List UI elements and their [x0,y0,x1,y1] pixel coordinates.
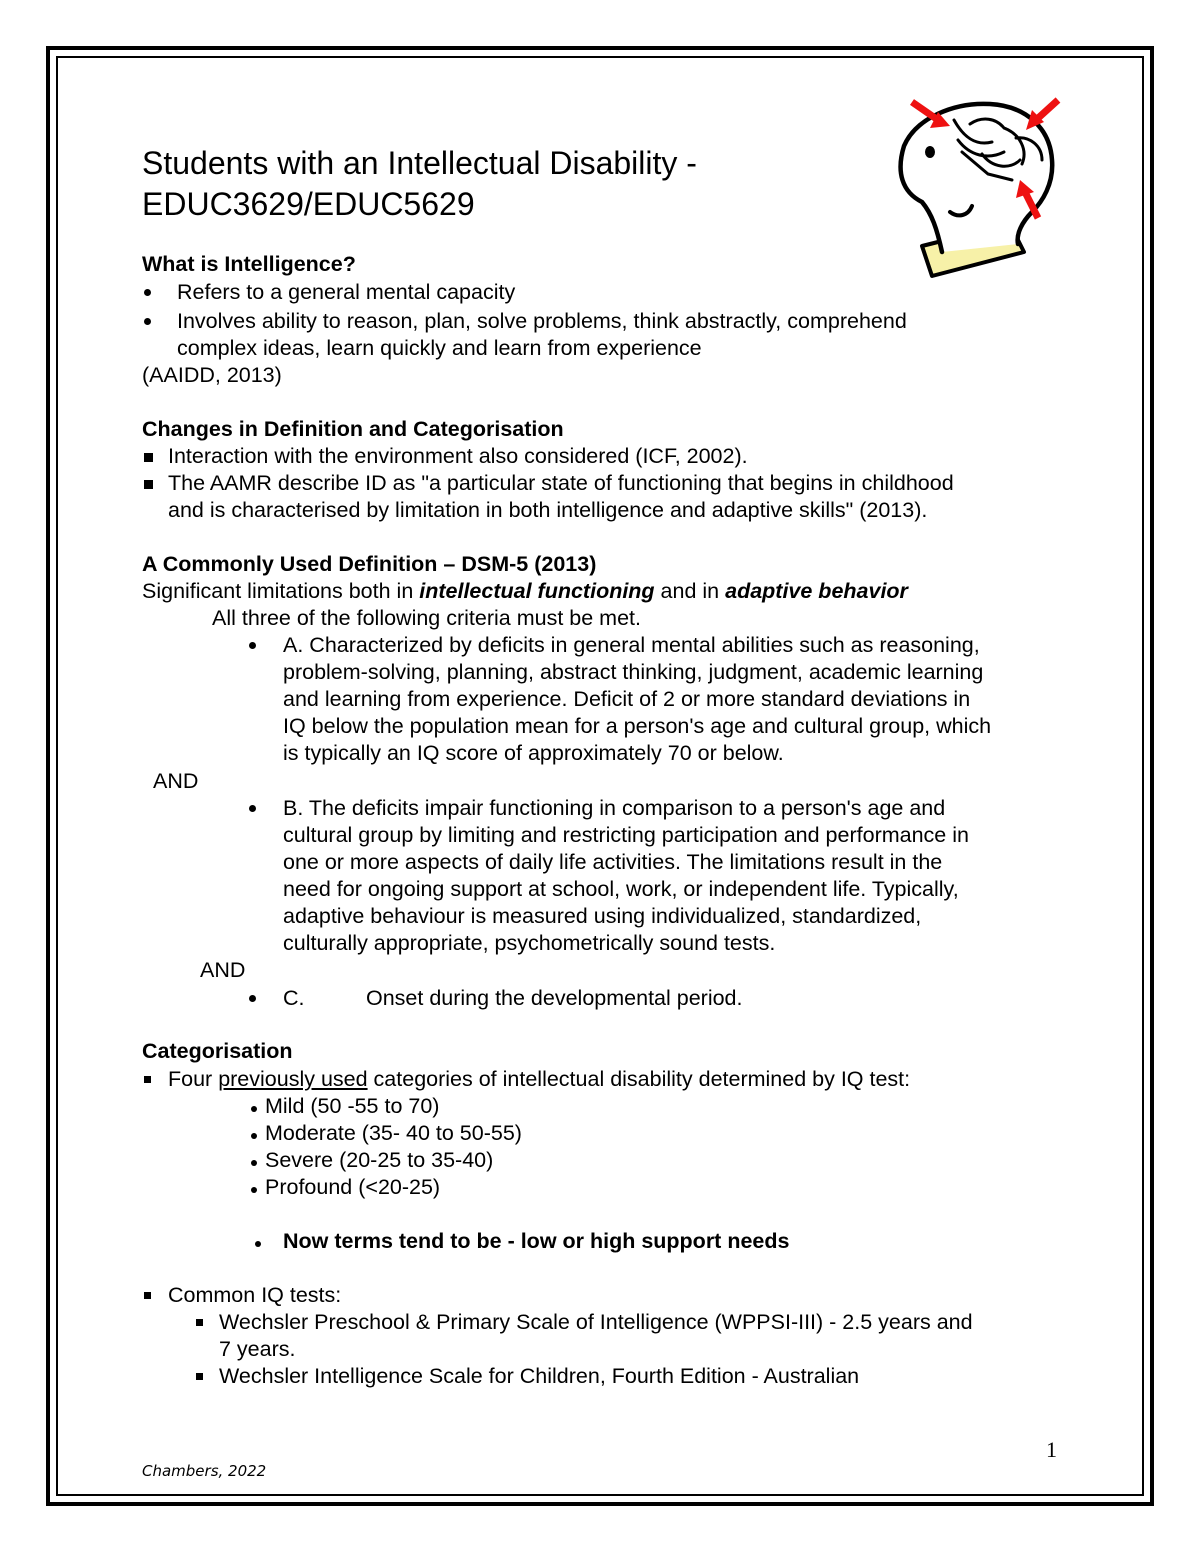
intelligence-bullet: Involves ability to reason, plan, solve problems, think abstractly, comprehend [177,309,907,333]
bullet-dot-icon [255,1241,261,1247]
changes-item: The AAMR describe ID as "a particular state of functioning that begins in childhood [168,471,954,495]
iq-category: Profound (<20-25) [265,1175,441,1199]
emphasis-adaptive-behavior: adaptive behavior [725,579,908,603]
criterion-b-line: B. The deficits impair functioning in comparison to a person's age and [283,796,946,820]
bullet-dot-icon [251,1106,257,1112]
bullet-dot-icon [249,642,256,649]
criterion-a-line: IQ below the population mean for a person's age and cultural group, which [283,714,992,738]
footer-author: Chambers, 2022 [142,1462,267,1480]
red-arrow-icon [1026,100,1058,130]
and-connector: AND [200,958,246,982]
bullet-dot-icon [251,1160,257,1166]
square-bullet-icon [144,453,153,462]
iq-category: Mild (50 -55 to 70) [265,1094,440,1118]
iq-category: Moderate (35- 40 to 50-55) [265,1121,522,1145]
criterion-a-line: and learning from experience. Deficit of 2 or more standard deviations in [283,687,971,711]
intelligence-bullet-continued: complex ideas, learn quickly and learn from experience [177,336,702,360]
criteria-intro: All three of the following criteria must be met. [212,606,641,630]
iq-test-item: Wechsler Intelligence Scale for Children, Fourth Edition - Australian [219,1364,860,1388]
document-title-line2: EDUC3629/EDUC5629 [142,186,475,222]
intelligence-citation: (AAIDD, 2013) [142,363,282,387]
bullet-dot-icon [144,289,151,296]
square-bullet-icon [144,480,153,489]
criterion-b-line: adaptive behaviour is measured using individualized, standardized, [283,904,922,928]
changes-heading: Changes in Definition and Categorisation [142,417,564,441]
underlined-previously-used: previously used [218,1067,368,1091]
square-bullet-icon [144,1076,151,1083]
support-needs-note: Now terms tend to be - low or high support needs [283,1229,790,1253]
changes-item-continued: and is characterised by limitation in both intelligence and adaptive skills" (2013). [168,498,928,522]
criterion-c-label: C. [283,986,305,1010]
criterion-a-line: problem-solving, planning, abstract thinking, judgment, academic learning [283,660,984,684]
iq-category: Severe (20-25 to 35-40) [265,1148,494,1172]
criterion-c-text: Onset during the developmental period. [366,986,743,1010]
bullet-dot-icon [249,805,256,812]
dsm-intro: Significant limitations both in intellectual functioning and in adaptive behavior [142,579,908,603]
categorisation-heading: Categorisation [142,1039,293,1063]
criterion-a-line: is typically an IQ score of approximately 70 or below. [283,741,784,765]
criterion-a-line: A. Characterized by deficits in general mental abilities such as reasoning, [283,633,980,657]
criterion-b-line: cultural group by limiting and restricting participation and performance in [283,823,969,847]
criterion-b-line: one or more aspects of daily life activities. The limitations result in the [283,850,943,874]
criterion-b-line: culturally appropriate, psychometrically sound tests. [283,931,776,955]
intelligence-heading: What is Intelligence? [142,252,356,276]
bullet-dot-icon [251,1187,257,1193]
square-bullet-icon [196,1319,203,1326]
document-title-line1: Students with an Intellectual Disability - [142,145,697,181]
iq-test-item: Wechsler Preschool & Primary Scale of Intelligence (WPPSI-III) - 2.5 years and [219,1310,973,1334]
iq-tests-label: Common IQ tests: [168,1283,342,1307]
emphasis-intellectual-functioning: intellectual functioning [419,579,655,603]
and-connector: AND [153,769,199,793]
page-number: 1 [1046,1437,1057,1462]
square-bullet-icon [144,1292,151,1299]
square-bullet-icon [196,1373,203,1380]
bullet-dot-icon [144,318,151,325]
criterion-b-line: need for ongoing support at school, work, or independent life. Typically, [283,877,959,901]
bullet-dot-icon [251,1133,257,1139]
thinking-head-illustration [892,94,1070,280]
intelligence-bullet: Refers to a general mental capacity [177,280,516,304]
changes-item: Interaction with the environment also considered (ICF, 2002). [168,444,748,468]
iq-test-item-continued: 7 years. [219,1337,296,1361]
categorisation-lead: Four previously used categories of intellectual disability determined by IQ test: [168,1067,911,1091]
dsm-heading: A Commonly Used Definition – DSM-5 (2013) [142,552,597,576]
bullet-dot-icon [249,995,256,1002]
